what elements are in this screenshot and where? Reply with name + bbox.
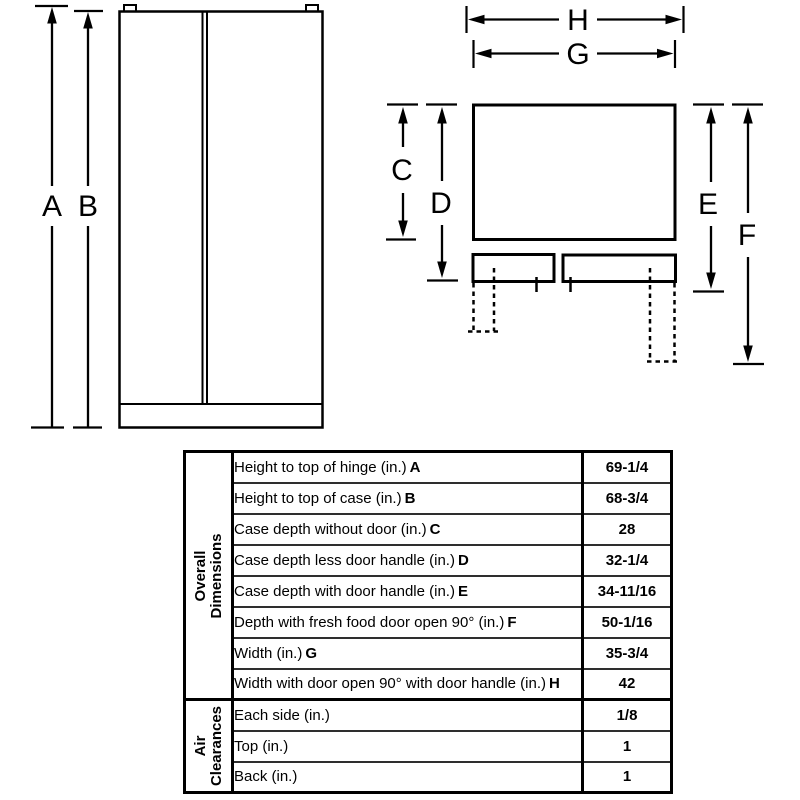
dim-letter: E <box>457 582 468 600</box>
spec-value-cell: 32-1/4 <box>583 545 672 576</box>
spec-value-cell: 42 <box>583 669 672 700</box>
section-header-air-clearances <box>185 700 233 793</box>
spec-label: Each side (in.) <box>234 706 330 724</box>
section-title-line: Air <box>191 735 209 757</box>
dim-h-arrow-left <box>468 15 485 25</box>
freezer-door-top-outline <box>473 255 554 282</box>
spec-label: Depth with fresh food door open 90° (in.) <box>234 613 505 631</box>
spec-label-cell <box>233 483 583 514</box>
dim-g-arrow-right <box>657 49 674 59</box>
table-row <box>185 669 672 700</box>
spec-value-cell: 35-3/4 <box>583 638 672 669</box>
table-row <box>185 576 672 607</box>
table-row <box>185 762 672 793</box>
table-row <box>185 731 672 762</box>
table-row <box>185 607 672 638</box>
dim-letter: G <box>305 644 318 662</box>
dim-label-e: E <box>697 188 719 221</box>
spec-label: Case depth without door (in.) <box>234 520 427 538</box>
dim-f-arrow-up <box>743 107 753 124</box>
table-row <box>185 545 672 576</box>
dimensions-table <box>183 450 673 794</box>
dim-h <box>467 4 684 37</box>
case-top-outline <box>474 105 676 240</box>
dim-label-d: D <box>430 187 452 220</box>
spec-label: Height to top of hinge (in.) <box>234 458 407 476</box>
dim-label-f: F <box>737 219 757 252</box>
dim-a-arrow-up <box>47 7 57 24</box>
spec-label: Case depth less door handle (in.) <box>234 551 455 569</box>
dim-label-h: H <box>567 4 589 37</box>
section-header-text <box>193 706 225 786</box>
fresh-food-door-top-outline <box>563 255 676 282</box>
spec-label-cell <box>233 514 583 545</box>
spec-label: Width (in.) <box>234 644 303 662</box>
table-row <box>185 483 672 514</box>
spec-label: Width with door open 90° with door handle (in.) <box>234 675 547 693</box>
dim-letter: B <box>404 489 416 507</box>
dim-letter: C <box>429 520 441 538</box>
dim-c-arrow-up <box>398 107 408 124</box>
spec-value-cell: 1 <box>583 731 672 762</box>
dim-e-arrow-up <box>706 107 716 124</box>
dim-b-arrow-up <box>83 12 93 29</box>
spec-value-cell: 1/8 <box>583 700 672 731</box>
top-view <box>468 105 677 362</box>
dim-label-a: A <box>41 190 63 223</box>
dim-f <box>732 105 764 365</box>
spec-label-cell <box>233 607 583 638</box>
spec-label-cell <box>233 576 583 607</box>
dim-c-arrow-down <box>398 221 408 238</box>
spec-label-cell <box>233 762 583 793</box>
dim-c <box>386 105 418 240</box>
spec-label: Height to top of case (in.) <box>234 489 402 507</box>
front-view <box>120 5 323 428</box>
spec-value-cell: 1 <box>583 762 672 793</box>
spec-label: Back (in.) <box>234 768 298 786</box>
dim-h-arrow-right <box>666 15 683 25</box>
dim-e-arrow-down <box>706 273 716 290</box>
table-row <box>185 514 672 545</box>
dim-letter: H <box>549 675 560 693</box>
spec-value-cell: 50-1/16 <box>583 607 672 638</box>
section-title-line: Clearances <box>207 705 225 787</box>
dim-a <box>31 6 68 428</box>
section-title-line: Dimensions <box>207 532 225 619</box>
dim-b <box>73 11 103 428</box>
dim-d-arrow-up <box>437 107 447 124</box>
section-header-text <box>193 533 225 618</box>
dim-e <box>693 105 724 292</box>
spec-label-cell <box>233 452 583 483</box>
section-title-line: Overall <box>191 550 209 601</box>
dim-label-c: C <box>391 154 413 187</box>
dim-g <box>474 38 676 71</box>
fridge-case-outline <box>120 12 323 428</box>
dim-letter: A <box>409 458 421 476</box>
table-row <box>185 700 672 731</box>
spec-label: Case depth with door handle (in.) <box>234 582 455 600</box>
dim-letter: D <box>457 551 469 569</box>
spec-label-cell <box>233 545 583 576</box>
dim-label-b: B <box>77 190 99 223</box>
spec-label-cell <box>233 700 583 731</box>
dim-d <box>426 105 458 281</box>
spec-value-cell: 34-11/16 <box>583 576 672 607</box>
dim-f-arrow-down <box>743 346 753 363</box>
spec-label: Top (in.) <box>234 737 289 755</box>
table-row <box>185 452 672 483</box>
dim-letter: F <box>507 613 517 631</box>
spec-value-cell: 68-3/4 <box>583 483 672 514</box>
spec-value-cell: 28 <box>583 514 672 545</box>
spec-label-cell <box>233 669 583 700</box>
dim-g-arrow-left <box>475 49 492 59</box>
table-row <box>185 638 672 669</box>
spec-label-cell <box>233 638 583 669</box>
dim-d-arrow-down <box>437 262 447 279</box>
spec-label-cell <box>233 731 583 762</box>
spec-value-cell: 69-1/4 <box>583 452 672 483</box>
section-header-overall-dimensions <box>185 452 233 700</box>
dim-label-g: G <box>566 38 590 71</box>
